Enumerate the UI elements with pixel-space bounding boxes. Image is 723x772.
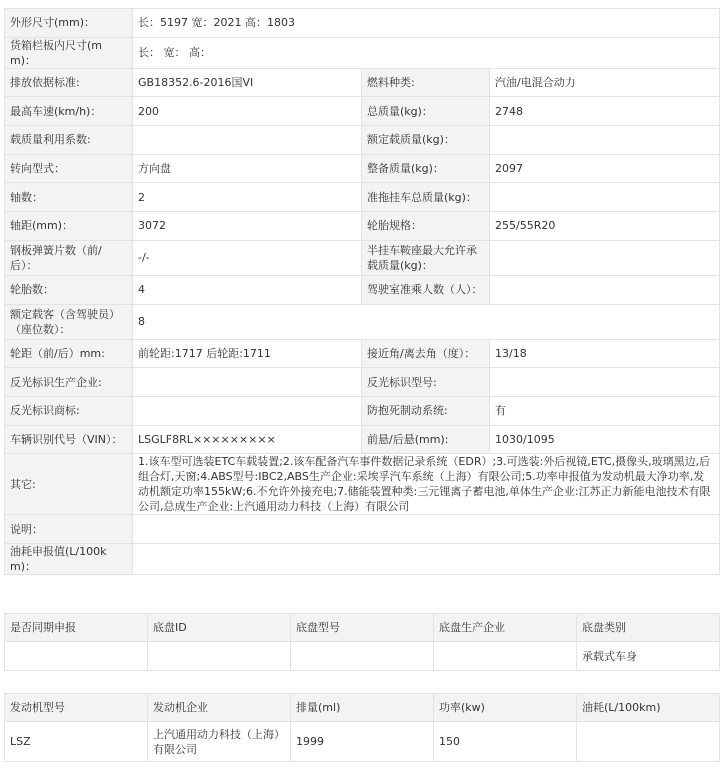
chassis-header-row: [5, 614, 720, 642]
engine-cell: 150: [434, 722, 577, 762]
cargo-box-value: 长： 宽： 高：: [133, 37, 720, 68]
dimensions-label: 外形尺寸(mm)：: [5, 9, 133, 38]
chassis-header-cell: 底盘生产企业: [434, 614, 577, 642]
passenger-capacity-value: 8: [133, 304, 720, 339]
fuel-type-label: 燃料种类:: [362, 68, 490, 97]
spec-row: [5, 126, 720, 155]
max-speed-label: 最高车速(km/h)：: [5, 97, 133, 126]
engine-header-cell: 发动机型号: [5, 694, 148, 722]
trailer-mass-label: 准拖挂车总质量(kg)：: [362, 183, 490, 212]
chassis-cell: [434, 642, 577, 671]
engine-cell: LSZ: [5, 722, 148, 762]
overhang-value: 1030/1095: [490, 425, 720, 454]
chassis-table: [4, 613, 720, 671]
other-value: 1.该车型可选装ETC车载装置;2.该车配备汽车事件数据记录系统（EDR）;3.可选装:外后视镜,ETC,摄像头,玻璃黑边,后组合灯,天窗;4.ABS型号:IBC2,ABS生产企业:采埃孚汽车系统（上海）有限公司;5.功率申报值为发动机最大净功率,发动机额定功率155kW;6.不允许外接充电;7.储能装置种类:三元锂离子蓄电池,单体生产企业:江苏正力新能电池技术有限公司,总成生产企业:上汽通用动力科技（上海）有限公司: [133, 454, 720, 515]
curb-mass-label: 整备质量(kg)：: [362, 154, 490, 183]
chassis-header-cell: 是否同期申报: [5, 614, 148, 642]
notes-label: 说明：: [5, 515, 133, 544]
spec-row: [5, 543, 720, 574]
wheelbase-label: 轴距(mm)：: [5, 212, 133, 241]
axle-count-label: 轴数：: [5, 183, 133, 212]
reflector-brand-label: 反光标识商标:: [5, 396, 133, 425]
cab-seats-value: [490, 275, 720, 304]
track-width-label: 轮距（前/后）mm:: [5, 339, 133, 368]
saddle-load-label: 半挂车鞍座最大允许承载质量(kg)：: [362, 240, 490, 275]
spec-row: [5, 454, 720, 515]
spec-row: [5, 339, 720, 368]
rated-load-label: 额定载质量(kg)：: [362, 126, 490, 155]
dimensions-value: 长：5197 宽：2021 高：1803: [133, 9, 720, 38]
chassis-data-row: [5, 642, 720, 671]
wheelbase-value: 3072: [133, 212, 362, 241]
total-mass-label: 总质量(kg)：: [362, 97, 490, 126]
vin-label: 车辆识别代号（VIN）：: [5, 425, 133, 454]
spec-row: [5, 37, 720, 68]
chassis-header-cell: 底盘类别: [577, 614, 720, 642]
fuel-consumption-label: 油耗申报值(L/100km)：: [5, 543, 133, 574]
engine-header-row: [5, 694, 720, 722]
overhang-label: 前悬/后悬(mm):: [362, 425, 490, 454]
chassis-cell: [148, 642, 291, 671]
spec-row: [5, 212, 720, 241]
chassis-header-cell: 底盘ID: [148, 614, 291, 642]
reflector-model-label: 反光标识型号:: [362, 368, 490, 397]
spec-row: [5, 515, 720, 544]
engine-cell: 上汽通用动力科技（上海）有限公司: [148, 722, 291, 762]
load-utilization-label: 载质量利用系数:: [5, 126, 133, 155]
tire-count-label: 轮胎数：: [5, 275, 133, 304]
chassis-cell: [291, 642, 434, 671]
leaf-spring-value: -/-: [133, 240, 362, 275]
vin-value: LSGLF8RL×××××××××: [133, 425, 362, 454]
engine-cell: 1999: [291, 722, 434, 762]
engine-header-cell: 功率(kw): [434, 694, 577, 722]
tire-spec-value: 255/55R20: [490, 212, 720, 241]
curb-mass-value: 2097: [490, 154, 720, 183]
fuel-consumption-value: [133, 543, 720, 574]
reflector-manufacturer-value: [133, 368, 362, 397]
total-mass-value: 2748: [490, 97, 720, 126]
steering-type-value: 方向盘: [133, 154, 362, 183]
engine-header-cell: 排量(ml): [291, 694, 434, 722]
engine-data-row: [5, 722, 720, 762]
spec-row: [5, 425, 720, 454]
spec-row: [5, 368, 720, 397]
notes-value: [133, 515, 720, 544]
chassis-cell: [5, 642, 148, 671]
spec-row: [5, 97, 720, 126]
engine-table: [4, 693, 720, 762]
leaf-spring-label: 钢板弹簧片数（前/后）：: [5, 240, 133, 275]
passenger-capacity-label: 额定载客（含驾驶员）（座位数）：: [5, 304, 133, 339]
emission-standard-value: GB18352.6-2016国VI: [133, 68, 362, 97]
abs-value: 有: [490, 396, 720, 425]
spec-row: [5, 68, 720, 97]
track-width-value: 前轮距:1717 后轮距:1711: [133, 339, 362, 368]
tire-spec-label: 轮胎规格：: [362, 212, 490, 241]
vehicle-spec-table: [4, 8, 720, 575]
other-label: 其它:: [5, 454, 133, 515]
abs-label: 防抱死制动系统:: [362, 396, 490, 425]
fuel-type-value: 汽油/电混合动力: [490, 68, 720, 97]
axle-count-value: 2: [133, 183, 362, 212]
reflector-brand-value: [133, 396, 362, 425]
chassis-cell: 承载式车身: [577, 642, 720, 671]
max-speed-value: 200: [133, 97, 362, 126]
reflector-model-value: [490, 368, 720, 397]
chassis-header-cell: 底盘型号: [291, 614, 434, 642]
spec-row: [5, 9, 720, 38]
spec-row: [5, 240, 720, 275]
engine-header-cell: 油耗(L/100km): [577, 694, 720, 722]
engine-cell: [577, 722, 720, 762]
emission-standard-label: 排放依据标准:: [5, 68, 133, 97]
cab-seats-label: 驾驶室准乘人数（人）：: [362, 275, 490, 304]
cargo-box-label: 货箱栏板内尺寸(mm)：: [5, 37, 133, 68]
engine-header-cell: 发动机企业: [148, 694, 291, 722]
steering-type-label: 转向型式：: [5, 154, 133, 183]
approach-angle-label: 接近角/离去角（度）：: [362, 339, 490, 368]
spec-row: [5, 304, 720, 339]
tire-count-value: 4: [133, 275, 362, 304]
trailer-mass-value: [490, 183, 720, 212]
spec-row: [5, 275, 720, 304]
rated-load-value: [490, 126, 720, 155]
saddle-load-value: [490, 240, 720, 275]
reflector-manufacturer-label: 反光标识生产企业:: [5, 368, 133, 397]
load-utilization-value: [133, 126, 362, 155]
spec-row: [5, 183, 720, 212]
spec-row: [5, 154, 720, 183]
spec-row: [5, 396, 720, 425]
approach-angle-value: 13/18: [490, 339, 720, 368]
